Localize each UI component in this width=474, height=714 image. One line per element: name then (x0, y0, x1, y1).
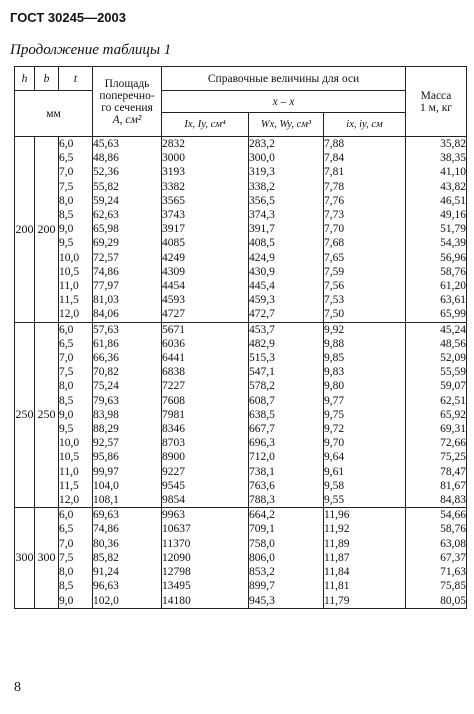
cell-h: 300 (15, 508, 35, 608)
header-radius-of-gyration: ix, iy, см (324, 113, 406, 137)
cell-radius-values: 9,92 9,88 9,85 9,83 9,80 9,77 9,75 9,72 9,70 9,64 9,61 9,58 9,55 (324, 322, 406, 508)
cell-inertia-values: 5671 6036 6441 6838 7227 7608 7981 8346 8703 8900 9227 9545 9854 (162, 322, 249, 508)
cell-radius-values: 11,96 11,92 11,89 11,87 11,84 11,81 11,79 (324, 508, 406, 608)
header-t: t (59, 67, 93, 91)
page-number: 8 (14, 680, 21, 695)
cell-b: 300 (35, 508, 59, 608)
header-b: b (35, 67, 59, 91)
cell-h: 200 (15, 137, 35, 323)
cell-t-values: 6,0 6,5 7,0 7,5 8,0 8,5 9,0 (59, 508, 93, 608)
section-properties-table (14, 66, 467, 609)
header-h: h (15, 67, 35, 91)
cell-h: 250 (15, 322, 35, 508)
cell-inertia-values: 9963 10637 11370 12090 12798 13495 14180 (162, 508, 249, 608)
cell-mass-values: 54,66 58,76 63,08 67,37 71,63 75,85 80,05 (406, 508, 467, 608)
cell-t-values: 6,0 6,5 7,0 7,5 8,0 8,5 9,0 9,5 10,0 10,5 11,0 11,5 12,0 (59, 322, 93, 508)
header-reference-values: Справочные величины для оси (162, 67, 406, 91)
cell-mass-values: 35,82 38,35 41,10 43,82 46,51 49,16 51,79 54,39 56,96 58,76 61,20 63,61 65,99 (406, 137, 467, 323)
standard-code: ГОСТ 30245—2003 (10, 10, 126, 25)
table-row (15, 508, 467, 608)
cell-mass-values: 45,24 48,56 52,09 55,59 59,07 62,51 65,92 69,31 72,66 75,25 78,47 81,67 84,83 (406, 322, 467, 508)
header-moment-of-inertia: Ix, Iy, см⁴ (162, 113, 249, 137)
header-mass: Масса 1 м, кг (406, 67, 467, 137)
header-section-modulus: Wx, Wy, см³ (249, 113, 324, 137)
cell-area-values: 69,63 74,86 80,36 85,82 91,24 96,63 102,0 (93, 508, 162, 608)
cell-area-values: 45,63 48,86 52,36 55,82 59,24 62,63 65,98 69,29 72,57 74,86 77,97 81,03 84,06 (93, 137, 162, 323)
cell-inertia-values: 2832 3000 3193 3382 3565 3743 3917 4085 4249 4309 4454 4593 4727 (162, 137, 249, 323)
cell-area-values: 57,63 61,86 66,36 70,82 75,24 79,63 83,98 88,29 92,57 95,86 99,97 104,0 108,1 (93, 322, 162, 508)
header-axis-xx: x – x (162, 91, 406, 113)
cell-radius-values: 7,88 7,84 7,81 7,78 7,76 7,73 7,70 7,68 7,65 7,59 7,56 7,53 7,50 (324, 137, 406, 323)
cell-t-values: 6,0 6,5 7,0 7,5 8,0 8,5 9,0 9,5 10,0 10,5 11,0 11,5 12,0 (59, 137, 93, 323)
cell-modulus-values: 664,2 709,1 758,0 806,0 853,2 899,7 945,3 (249, 508, 324, 608)
table-row (15, 137, 467, 323)
cell-modulus-values: 453,7 482,9 515,3 547,1 578,2 608,7 638,5 667,7 696,3 712,0 738,1 763,6 788,3 (249, 322, 324, 508)
table-continuation-caption: Продолжение таблицы 1 (10, 42, 172, 58)
table-row (15, 322, 467, 508)
cell-modulus-values: 283,2 300,0 319,3 338,2 356,5 374,3 391,7 408,5 424,9 430,9 445,4 459,3 472,7 (249, 137, 324, 323)
header-area: Площадь поперечно- го сечения A, см² (93, 67, 162, 137)
header-units-mm: мм (15, 91, 93, 137)
cell-b: 250 (35, 322, 59, 508)
cell-b: 200 (35, 137, 59, 323)
